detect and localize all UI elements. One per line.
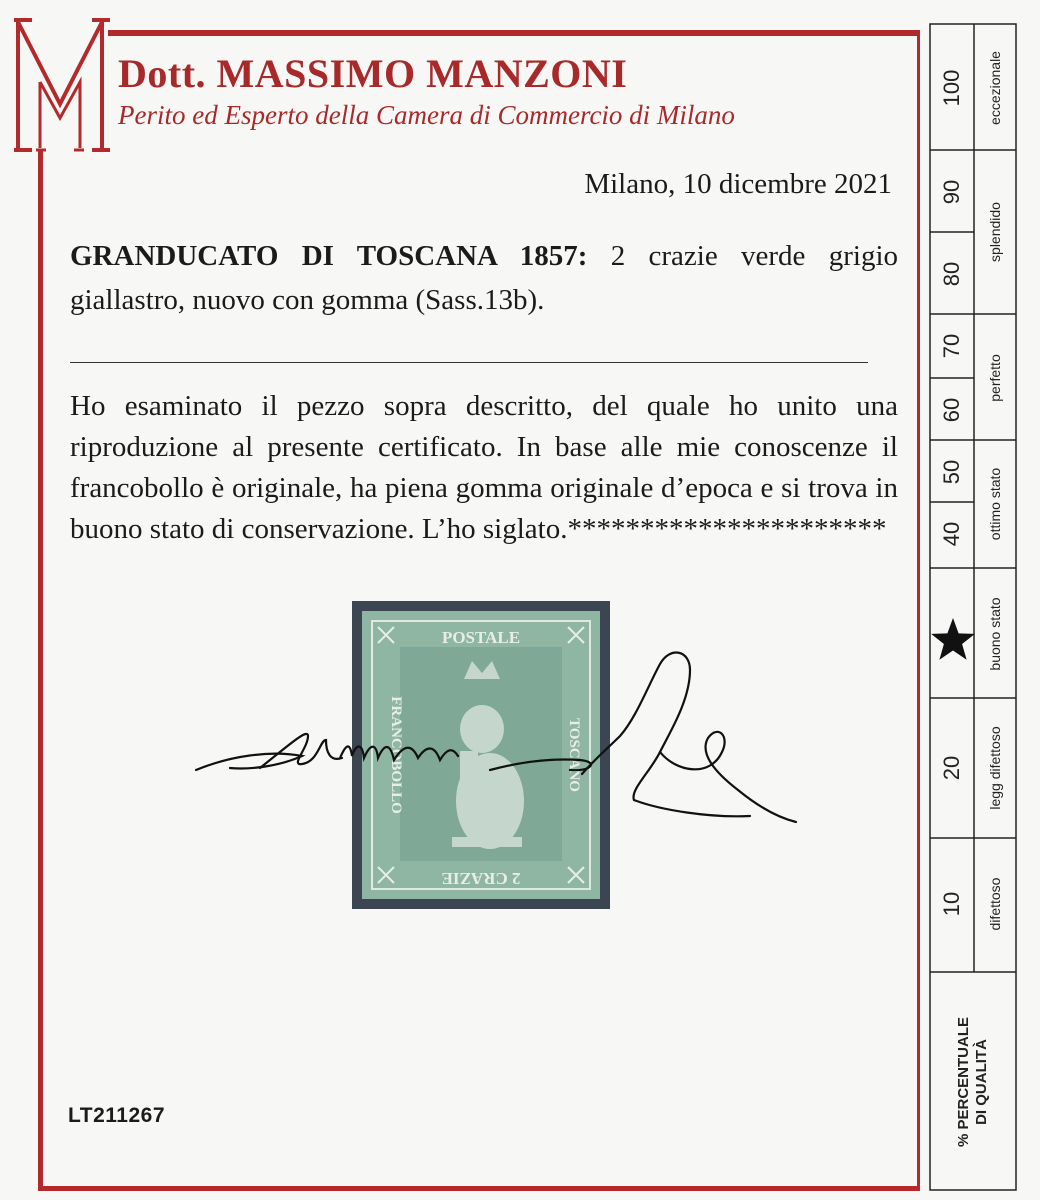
scale-number-70: 70 bbox=[939, 333, 964, 359]
scale-category-buono-stato: buono stato bbox=[987, 597, 1003, 671]
scale-number-100: 100 bbox=[939, 69, 964, 107]
stamp-image bbox=[352, 601, 610, 909]
scale-category-difettoso: difettoso bbox=[987, 877, 1003, 931]
certificate-date: Milano, 10 dicembre 2021 bbox=[584, 168, 892, 200]
frame-top-border bbox=[108, 30, 920, 36]
frame-right-border bbox=[917, 30, 920, 1191]
scale-number-80: 80 bbox=[939, 261, 964, 287]
certificate-number: LT211267 bbox=[68, 1104, 166, 1127]
stamp-bottom-text: 2 CRAZIE bbox=[441, 869, 521, 888]
scale-title bbox=[955, 1017, 991, 1147]
scale-number-10: 10 bbox=[939, 891, 964, 917]
frame-left-border bbox=[38, 150, 43, 1190]
mm-monogram-logo bbox=[12, 8, 112, 158]
scale-number-20: 20 bbox=[939, 755, 964, 781]
scale-number-50: 50 bbox=[939, 459, 964, 485]
stamp-right-text: TOSCANO bbox=[566, 718, 582, 792]
scale-number-90: 90 bbox=[939, 179, 964, 205]
scale-category-legg-difettoso: legg difettoso bbox=[987, 726, 1003, 810]
stamp-top-text: POSTALE bbox=[441, 628, 521, 647]
scale-number-40: 40 bbox=[939, 521, 964, 547]
scale-title-line2: DI QUALITÀ bbox=[973, 1039, 990, 1125]
scale-number-60: 60 bbox=[939, 397, 964, 423]
item-details: 2 crazie verde grigio giallastro, nuovo con gomma (Sass.13b). bbox=[70, 240, 899, 316]
item-title: GRANDUCATO DI TOSCANA 1857: bbox=[70, 240, 588, 272]
quality-scale bbox=[928, 22, 1020, 1192]
stamp-left-text: FRANCOBOLLO bbox=[388, 696, 404, 814]
frame-bottom-border bbox=[38, 1186, 920, 1191]
scale-category-perfetto: perfetto bbox=[987, 354, 1003, 402]
scale-category-ottimo-stato: ottimo stato bbox=[987, 467, 1003, 541]
expert-role: Perito ed Esperto della Camera di Commercio di Milano bbox=[118, 100, 735, 130]
scale-category-splendido: splendido bbox=[987, 202, 1003, 262]
selected-grade-star-icon bbox=[930, 616, 976, 662]
certificate-statement: Ho esaminato il pezzo sopra descritto, del quale ho unito una riproduzione al presente certificato. In base alle mie conoscenze il francobollo è originale, ha piena gomma originale d’epoca e si trova in buono stato di conservazione. L’ho siglato.********************** bbox=[70, 390, 898, 545]
scale-category-eccezionale: eccezionale bbox=[987, 51, 1003, 125]
scale-title-line1: % PERCENTUALE bbox=[955, 1016, 972, 1148]
expert-name: Dott. MASSIMO MANZONI bbox=[118, 51, 628, 96]
divider-line bbox=[70, 362, 868, 363]
item-description bbox=[70, 234, 898, 322]
